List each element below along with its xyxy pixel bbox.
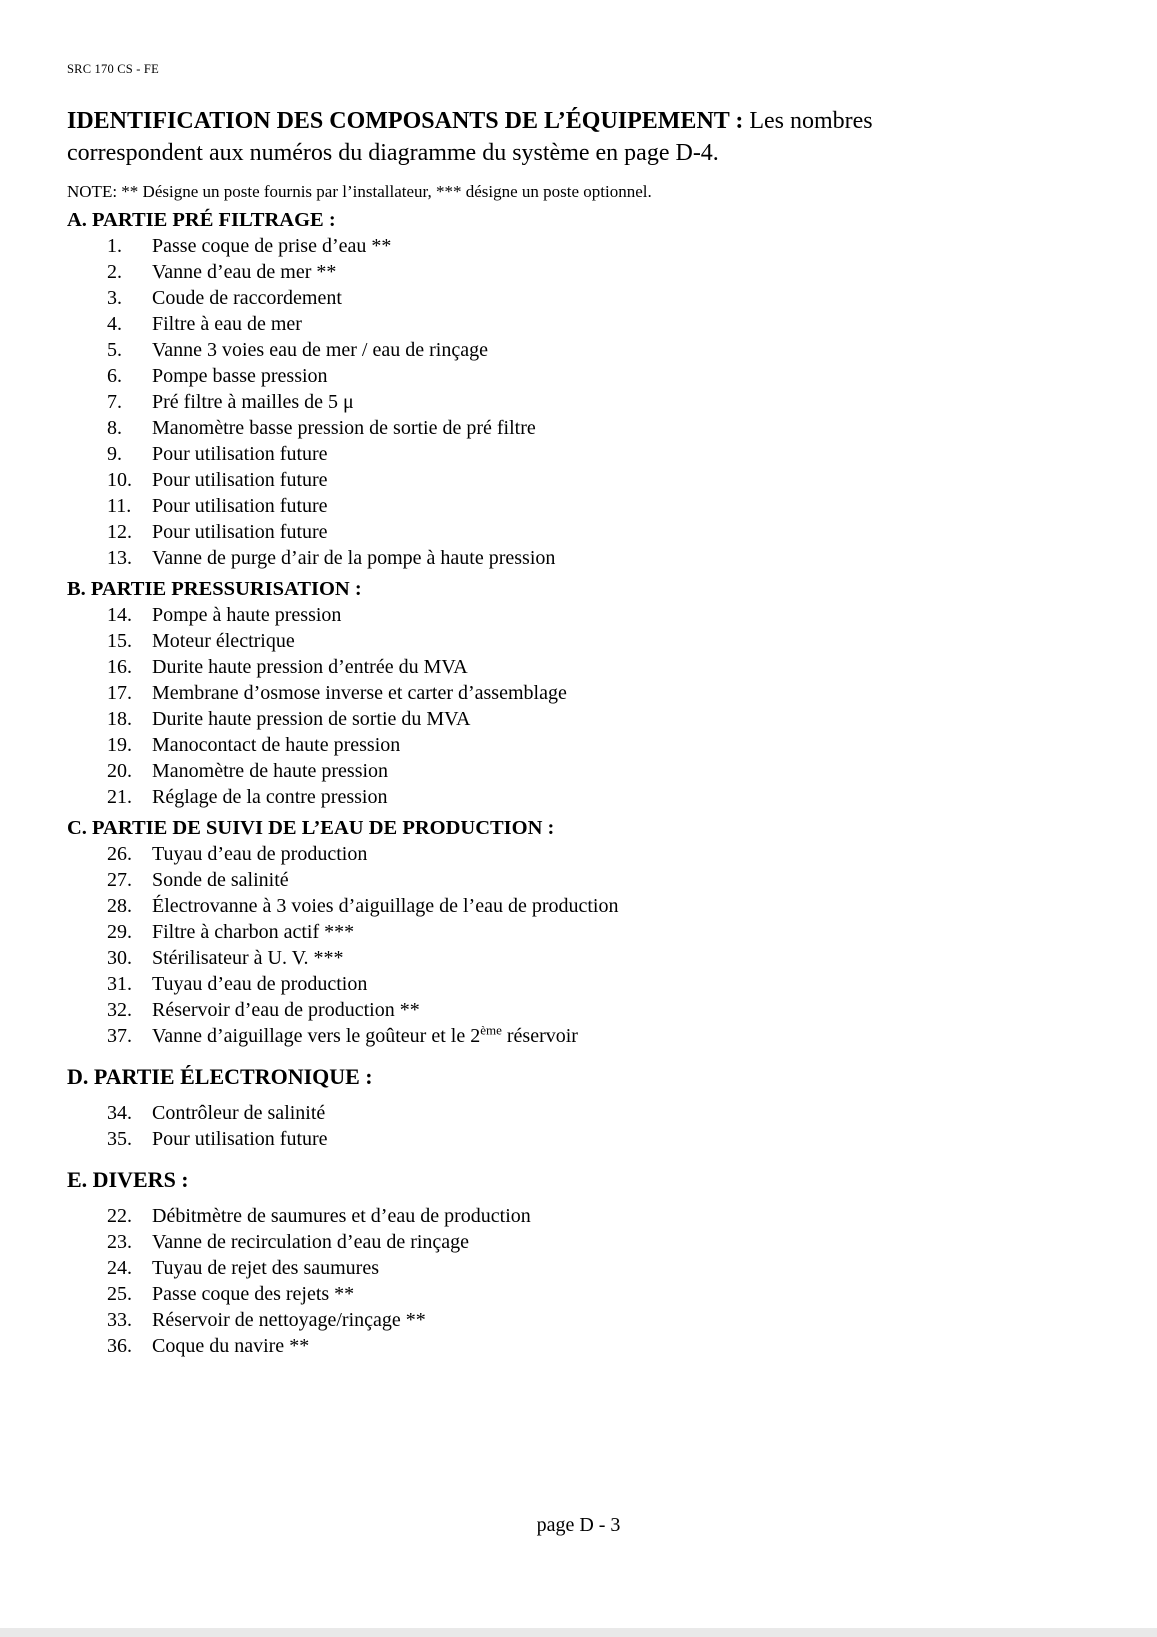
list-item bbox=[67, 259, 1087, 285]
item-text: Tuyau d’eau de production bbox=[152, 972, 368, 995]
item-number: 37. bbox=[107, 1024, 132, 1047]
item-number: 3. bbox=[107, 286, 122, 309]
item-text: Pompe à haute pression bbox=[152, 603, 342, 626]
item-number: 36. bbox=[107, 1334, 132, 1357]
list-item bbox=[67, 706, 1087, 732]
item-number: 34. bbox=[107, 1101, 132, 1124]
list-item bbox=[67, 519, 1087, 545]
list-item bbox=[67, 1255, 1087, 1281]
section-heading: A. PARTIE PRÉ FILTRAGE : bbox=[67, 208, 336, 231]
item-number: 24. bbox=[107, 1256, 132, 1279]
item-number: 16. bbox=[107, 655, 132, 678]
list-item bbox=[67, 602, 1087, 628]
section-items bbox=[67, 233, 1087, 571]
item-number: 14. bbox=[107, 603, 132, 626]
list-item bbox=[67, 841, 1087, 867]
item-text: Vanne d’aiguillage vers le goûteur et le 2ème réservoir bbox=[152, 1022, 578, 1047]
item-number: 8. bbox=[107, 416, 122, 439]
item-text: Débitmètre de saumures et d’eau de production bbox=[152, 1204, 531, 1227]
item-text: Sonde de salinité bbox=[152, 868, 289, 891]
item-number: 4. bbox=[107, 312, 122, 335]
item-number: 15. bbox=[107, 629, 132, 652]
list-item bbox=[67, 493, 1087, 519]
page-title-rest: Les nombres correspondent aux numéros du diagramme du système en page D-4. bbox=[67, 108, 873, 167]
section bbox=[67, 815, 1087, 1049]
item-text: Réservoir de nettoyage/rinçage ** bbox=[152, 1308, 426, 1331]
list-item bbox=[67, 1023, 1087, 1049]
item-number: 23. bbox=[107, 1230, 132, 1253]
list-item bbox=[67, 1281, 1087, 1307]
item-number: 13. bbox=[107, 546, 132, 569]
item-text: Durite haute pression d’entrée du MVA bbox=[152, 655, 468, 678]
item-text: Vanne de purge d’air de la pompe à haute pression bbox=[152, 546, 556, 569]
item-number: 35. bbox=[107, 1127, 132, 1150]
item-number: 7. bbox=[107, 390, 122, 413]
page-title bbox=[67, 105, 997, 170]
item-text: Filtre à eau de mer bbox=[152, 312, 302, 335]
item-text: Pré filtre à mailles de 5 μ bbox=[152, 390, 354, 413]
item-text: Membrane d’osmose inverse et carter d’assemblage bbox=[152, 681, 567, 704]
item-text: Filtre à charbon actif *** bbox=[152, 920, 355, 943]
item-number: 32. bbox=[107, 998, 132, 1021]
list-item bbox=[67, 1229, 1087, 1255]
item-text: Vanne d’eau de mer ** bbox=[152, 260, 337, 283]
item-text: Manocontact de haute pression bbox=[152, 733, 401, 756]
item-text: Tuyau d’eau de production bbox=[152, 842, 368, 865]
section-items bbox=[67, 841, 1087, 1049]
item-number: 27. bbox=[107, 868, 132, 891]
list-item bbox=[67, 337, 1087, 363]
list-item bbox=[67, 1307, 1087, 1333]
item-number: 2. bbox=[107, 260, 122, 283]
item-text: Vanne de recirculation d’eau de rinçage bbox=[152, 1230, 470, 1253]
item-text: Passe coque de prise d’eau ** bbox=[152, 234, 392, 257]
section-heading: D. PARTIE ÉLECTRONIQUE : bbox=[67, 1063, 373, 1089]
item-number: 10. bbox=[107, 468, 132, 491]
item-number: 19. bbox=[107, 733, 132, 756]
list-item bbox=[67, 389, 1087, 415]
scan-edge-artifact bbox=[0, 1628, 1157, 1637]
section-items bbox=[67, 1100, 1087, 1152]
item-text: Contrôleur de salinité bbox=[152, 1101, 326, 1124]
section bbox=[67, 1165, 1087, 1359]
item-number: 1. bbox=[107, 234, 122, 257]
item-number: 33. bbox=[107, 1308, 132, 1331]
item-number: 9. bbox=[107, 442, 122, 465]
list-item bbox=[67, 654, 1087, 680]
list-item bbox=[67, 680, 1087, 706]
section bbox=[67, 1062, 1087, 1152]
list-item bbox=[67, 758, 1087, 784]
item-text: Coude de raccordement bbox=[152, 286, 342, 309]
page-title-bold: IDENTIFICATION DES COMPOSANTS DE L’ÉQUIPEMENT : bbox=[67, 108, 744, 134]
document-reference: SRC 170 CS - FE bbox=[67, 62, 159, 76]
item-text: Stérilisateur à U. V. *** bbox=[152, 946, 344, 969]
list-item bbox=[67, 1333, 1087, 1359]
item-number: 17. bbox=[107, 681, 132, 704]
list-item bbox=[67, 784, 1087, 810]
item-text: Vanne 3 voies eau de mer / eau de rinçage bbox=[152, 338, 488, 361]
list-item bbox=[67, 971, 1087, 997]
list-item bbox=[67, 441, 1087, 467]
item-text: Passe coque des rejets ** bbox=[152, 1282, 355, 1305]
list-item bbox=[67, 363, 1087, 389]
item-number: 12. bbox=[107, 520, 132, 543]
list-item bbox=[67, 233, 1087, 259]
list-item bbox=[67, 545, 1087, 571]
list-item bbox=[67, 467, 1087, 493]
list-item bbox=[67, 311, 1087, 337]
list-item bbox=[67, 415, 1087, 441]
item-number: 21. bbox=[107, 785, 132, 808]
list-item bbox=[67, 1126, 1087, 1152]
item-number: 6. bbox=[107, 364, 122, 387]
item-number: 11. bbox=[107, 494, 132, 517]
item-text: Pour utilisation future bbox=[152, 520, 328, 543]
item-number: 25. bbox=[107, 1282, 132, 1305]
item-number: 22. bbox=[107, 1204, 132, 1227]
list-item bbox=[67, 732, 1087, 758]
item-text: Électrovanne à 3 voies d’aiguillage de l’eau de production bbox=[152, 894, 619, 917]
section-items bbox=[67, 602, 1087, 810]
item-number: 26. bbox=[107, 842, 132, 865]
item-number: 20. bbox=[107, 759, 132, 782]
section bbox=[67, 207, 1087, 571]
item-text: Réglage de la contre pression bbox=[152, 785, 388, 808]
section-heading: B. PARTIE PRESSURISATION : bbox=[67, 577, 362, 600]
list-item bbox=[67, 285, 1087, 311]
item-text: Coque du navire ** bbox=[152, 1334, 310, 1357]
item-text: Moteur électrique bbox=[152, 629, 295, 652]
list-item bbox=[67, 1203, 1087, 1229]
list-item bbox=[67, 919, 1087, 945]
item-number: 28. bbox=[107, 894, 132, 917]
list-item bbox=[67, 997, 1087, 1023]
list-item bbox=[67, 893, 1087, 919]
note-text: NOTE: ** Désigne un poste fournis par l’installateur, *** désigne un poste optionnel. bbox=[67, 181, 652, 201]
item-number: 31. bbox=[107, 972, 132, 995]
list-item bbox=[67, 867, 1087, 893]
item-number: 29. bbox=[107, 920, 132, 943]
item-text: Durite haute pression de sortie du MVA bbox=[152, 707, 471, 730]
item-number: 30. bbox=[107, 946, 132, 969]
section-heading: C. PARTIE DE SUIVI DE L’EAU DE PRODUCTION : bbox=[67, 816, 555, 839]
sections-container bbox=[67, 207, 1087, 1359]
page-footer: page D - 3 bbox=[536, 1514, 621, 1536]
item-text: Pour utilisation future bbox=[152, 494, 328, 517]
item-text: Manomètre basse pression de sortie de pré filtre bbox=[152, 416, 536, 439]
section bbox=[67, 576, 1087, 810]
section-heading: E. DIVERS : bbox=[67, 1166, 189, 1192]
list-item bbox=[67, 1100, 1087, 1126]
section-items bbox=[67, 1203, 1087, 1359]
list-item bbox=[67, 628, 1087, 654]
item-number: 18. bbox=[107, 707, 132, 730]
item-text: Pour utilisation future bbox=[152, 1127, 328, 1150]
list-item bbox=[67, 945, 1087, 971]
item-text: Pour utilisation future bbox=[152, 468, 328, 491]
item-text: Manomètre de haute pression bbox=[152, 759, 389, 782]
item-text: Réservoir d’eau de production ** bbox=[152, 998, 420, 1021]
item-text: Tuyau de rejet des saumures bbox=[152, 1256, 379, 1279]
item-text: Pour utilisation future bbox=[152, 442, 328, 465]
item-text: Pompe basse pression bbox=[152, 364, 328, 387]
item-number: 5. bbox=[107, 338, 122, 361]
